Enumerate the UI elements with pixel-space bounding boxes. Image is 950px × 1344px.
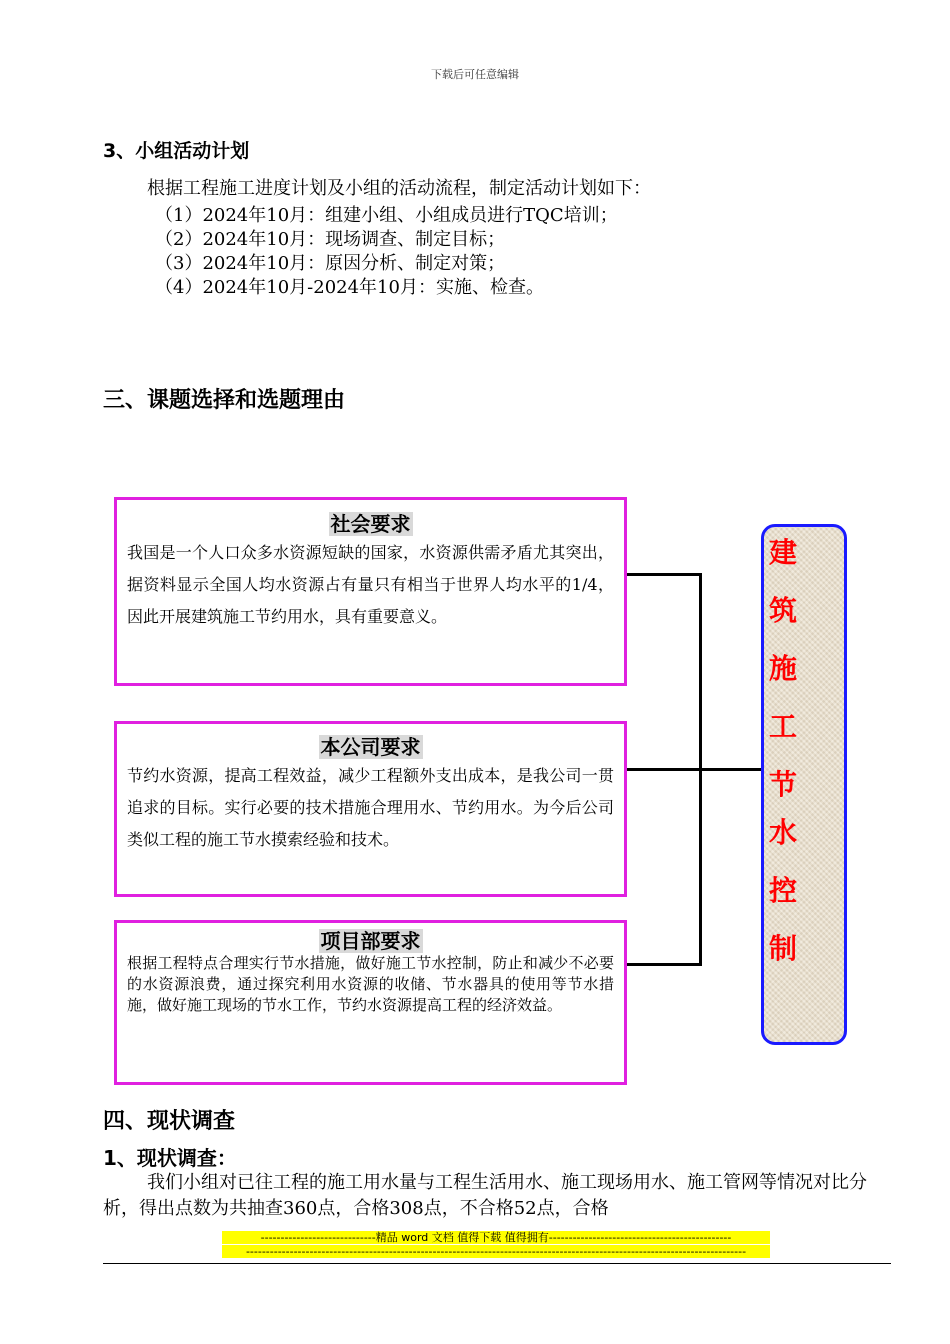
box-title: 社会要求 [330,512,411,536]
section-heading-topic: 三、课题选择和选题理由 [103,388,346,413]
target-char: 工 [768,710,797,743]
footer-rule [103,1263,891,1264]
box-text: 我国是一个人口众多水资源短缺的国家，水资源供需矛盾尤其突出，据资料显示全国人均水资源占有量只有相当于世界人均水平的1/4，因此开展建筑施工节约用水，具有重要意义。 [127,543,614,626]
box-text: 节约水资源，提高工程效益，减少工程额外支出成本，是我公司一贯追求的目标。实行必要的技术措施合理用水、节约用水。为今后公司类似工程的施工节水摸索经验和技术。 [127,766,614,849]
plan-item: （4）2024年10月-2024年10月：实施、检查。 [155,277,544,298]
header-note: 下载后可任意编辑 [431,68,519,81]
connector-line [627,963,701,966]
section-heading-status: 四、现状调查 [103,1109,236,1134]
box-text: 根据工程特点合理实行节水措施，做好施工节水控制，防止和减少不必要的水资源浪费，通过探究利用水资源的收储、节水器具的使用等节水措施，做好施工现场的节水工作，节约水资源提高工程的经济效益。 [127,954,614,1014]
connector-line [627,573,701,576]
target-char: 节 [768,768,797,801]
status-paragraph: 我们小组对已往工程的施工用水量与工程生活用水、施工现场用水、施工管网等情况对比分析，得出点数为共抽查360点，合格308点，不合格52点，合格 [103,1172,867,1219]
company-requirement-box [114,721,627,897]
footer-banner: -----------------------------精品 word 文档 值得下载 值得拥有---------------------------------------------- [222,1231,770,1244]
plan-item: （3）2024年10月：原因分析、制定对策； [155,253,506,274]
target-char: 制 [768,932,797,965]
target-char: 水 [768,816,797,849]
social-requirement-box [114,497,627,686]
footer-banner-dashes: ------------------------------------------------------------------------------------------------------------------------------ [222,1245,770,1258]
plan-intro: 根据工程施工进度计划及小组的活动流程，制定活动计划如下： [147,178,651,199]
plan-item: （2）2024年10月：现场调查、制定目标； [155,229,506,250]
target-char: 控 [768,874,797,907]
connector-spine [699,573,702,966]
connector-line [627,768,761,771]
sub-heading-status-survey: 1、现状调查： [103,1146,237,1170]
target-char: 施 [768,652,797,685]
plan-item: （1）2024年10月：组建小组、小组成员进行TQC培训； [155,205,618,226]
target-char: 建 [768,536,797,569]
target-char: 筑 [768,594,797,627]
project-requirement-box [114,920,627,1085]
box-title: 本公司要求 [320,735,421,759]
section-heading-activity-plan: 3、小组活动计划 [103,140,250,162]
box-title: 项目部要求 [320,929,421,953]
target-box [761,524,847,1045]
